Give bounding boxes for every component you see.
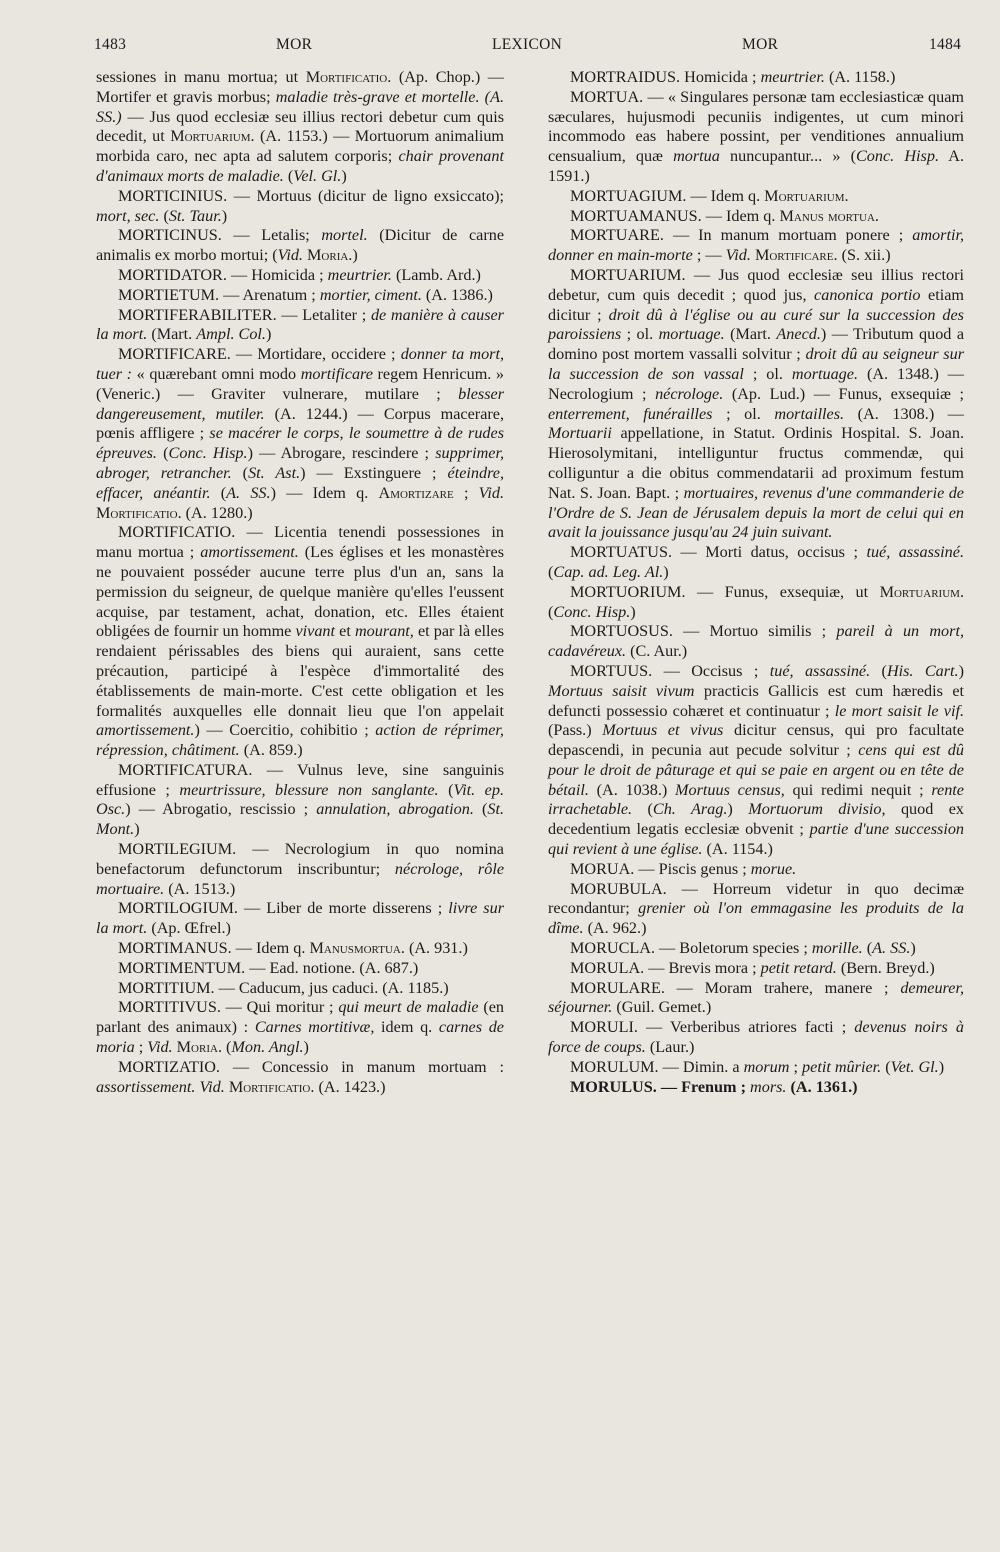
entry-text: droit dû au seigneur sur la succession de son vassal: [548, 345, 965, 383]
entry-text: dicitur census, qui pro facultate depascendi, in pecunia aut pecude solvitur ;: [548, 721, 964, 760]
entry-headword: MORULI.: [570, 1018, 638, 1037]
entry-headword: MORTUA.: [570, 87, 644, 106]
entry-headword: MORTIFICATURA.: [118, 760, 253, 779]
dictionary-entry: [96, 899, 504, 939]
entry-headword: MORTIDATOR.: [118, 265, 227, 284]
dictionary-entry: [96, 226, 504, 266]
entry-headword: MORTITIUM.: [118, 978, 215, 997]
dictionary-entry: [96, 1058, 504, 1098]
entry-text: vivant: [295, 622, 336, 641]
entry-text: mort, sec.: [96, 206, 160, 225]
entry-text: Manus mortua: [779, 206, 875, 225]
entry-text: — Verberibus atriores facti ;: [637, 1018, 855, 1037]
entry-text: (Bern. Breyd.): [836, 958, 935, 977]
entry-text: . (A. 1153.) — Mortuorum animalium morbida caro, nec apta ad salutem corporis;: [96, 127, 504, 166]
entry-text: Cap. ad. Leg. Al.: [553, 562, 664, 581]
entry-text: (: [438, 780, 454, 799]
entry-text: qui meurt de maladie: [338, 998, 479, 1017]
left-column: [96, 68, 504, 1097]
entry-text: St. Taur.: [168, 206, 222, 225]
entry-text: A. 1591.): [548, 147, 965, 185]
entry-text: Conc. Hisp.: [553, 602, 631, 621]
entry-text: — Letaliter ;: [276, 305, 371, 324]
entry-headword: MORTIFERABILITER.: [118, 305, 277, 324]
entry-text: practicis Gallicis est cum hæredis et defuncti possessio cohæret et continuatur ;: [548, 681, 964, 720]
entry-text: ): [663, 562, 669, 581]
entry-text: (Mart.: [147, 325, 197, 344]
entry-text: sessiones in manu mortua; ut: [96, 68, 306, 86]
entry-text: (A. 1244.) — Corpus macerare, pœnis affligere ;: [96, 404, 505, 443]
entry-text: — Moram trahere, manere ;: [664, 978, 901, 997]
entry-text: — Letalis;: [221, 226, 322, 245]
entry-text: ): [727, 800, 749, 819]
entry-headword: MORTICINIUS.: [118, 186, 228, 205]
entry-text: . (Ap. Chop.) — Mortifer et gravis morbus;: [96, 68, 504, 106]
entry-text: Moria: [307, 246, 349, 265]
entry-text: Mortuarium: [170, 127, 251, 146]
entry-text: Mortuus census,: [675, 780, 785, 799]
entry-text: chair provenant d'animaux morts de maladie.: [96, 147, 504, 185]
dictionary-entry: [548, 622, 964, 662]
center-running-head: LEXICON: [492, 36, 563, 53]
entry-text: Vid.: [478, 483, 504, 502]
entry-text: Vel. Gl.: [293, 166, 342, 185]
entry-text: grenier où l'on emmagasine les produits de la dîme.: [548, 899, 964, 938]
entry-text: Mortuorum divisio,: [748, 800, 886, 819]
dictionary-entry: [548, 1058, 964, 1078]
entry-text: Anecd.: [776, 325, 821, 344]
entry-text: de manière à causer la mort.: [96, 305, 504, 344]
entry-text: quod ex decedentium legatis ecclesiæ obvenit ;: [548, 800, 965, 839]
entry-headword: MORTUAMANUS.: [570, 206, 702, 225]
entry-text: — Mortuus (dicitur de ligno exsiccato);: [227, 186, 504, 205]
entry-text: appellatione, in Statut. Ordinis Hospital. S. Joan. Hierosolymitani, intelliguntur fructus commendæ, qui colliguntur a die obitus commendatarii ad proximum festum Nat. S. Joan. Bapt. ;: [548, 424, 964, 502]
entry-text: ; ol.: [712, 404, 775, 423]
entry-headword: MORTIETUM.: [118, 285, 220, 304]
dictionary-entry: [548, 187, 964, 207]
entry-text: . (S. xii.): [833, 246, 891, 265]
dictionary-entry: [96, 523, 504, 761]
entry-text: rente irrachetable.: [548, 780, 964, 819]
entry-headword: MORTIZATIO.: [118, 1057, 220, 1076]
entry-text: ) — Abrogare, rescindere ;: [247, 444, 436, 463]
entry-headword: MORUBULA.: [570, 879, 667, 898]
entry-text: (: [862, 939, 873, 958]
entry-text: ): [221, 206, 228, 225]
entry-text: .: [844, 186, 849, 205]
entry-text: ;: [134, 1038, 148, 1057]
dictionary-entry: [96, 266, 504, 286]
entry-text: — Frenum ;: [656, 1077, 751, 1096]
entry-text: (: [881, 1057, 891, 1076]
entry-headword: MORTIFICARE.: [118, 345, 231, 364]
entry-headword: MORUCLA.: [570, 939, 655, 958]
entry-text: .: [874, 206, 879, 225]
entry-text: (en parlant des animaux) :: [96, 998, 504, 1037]
entry-headword: MORUA.: [570, 859, 635, 878]
entry-text: pareil à un mort, cadavéreux.: [548, 622, 964, 661]
entry-text: (A. 962.): [583, 919, 647, 938]
dictionary-entry: [96, 345, 504, 523]
entry-text: mortier, ciment.: [319, 285, 422, 304]
entry-text: demeurer, séjourner.: [548, 978, 964, 1017]
entry-text: Conc. Hisp.: [168, 444, 248, 463]
entry-text: mortua: [673, 147, 720, 166]
entry-headword: MORTIMENTUM.: [118, 958, 246, 977]
entry-text: mortailles.: [774, 404, 845, 423]
entry-headword: MORTRAIDUS.: [570, 68, 681, 86]
entry-text: (A. 1513.): [164, 879, 236, 898]
entry-text: — Ead. notione. (A. 687.): [245, 958, 419, 977]
entry-text: annulation, abrogation.: [316, 800, 474, 819]
entry-text: (C. Aur.): [626, 642, 688, 661]
dictionary-entry: [548, 1078, 964, 1098]
entry-text: .): [348, 246, 358, 265]
entry-text: — Jus quod ecclesiæ seu illius rectori debetur, cum quis decedit ; quod jus,: [548, 265, 964, 304]
entry-text: — Homicida ;: [226, 265, 328, 284]
entry-text: assortissement.: [96, 1077, 196, 1096]
entry-text: (Les églises et les monastères ne pouvaient posséder aucune terre plus d'un an, sans la permission du seigneur, de quelque manière qu'elles l'eussent acquise, par testament, achat, donation, etc. Elles étaient obligées de fournir un homme: [96, 543, 504, 641]
entry-text: morum: [743, 1057, 790, 1076]
entry-text: ): [938, 1057, 945, 1076]
dictionary-entry: [548, 880, 964, 939]
entry-text: — Piscis genus ;: [634, 859, 751, 878]
entry-text: (A. 1361.): [786, 1077, 858, 1096]
entry-text: ): [303, 1038, 309, 1057]
entry-text: — Licentia tenendi possessiones in manu mortua ;: [96, 523, 504, 562]
dictionary-entry: [548, 662, 964, 860]
entry-text: (A. 1308.) —: [844, 404, 964, 423]
entry-text: — Horreum videtur in quo decimæ recondantur;: [548, 879, 964, 918]
entry-text: ) — Idem q.: [270, 483, 379, 502]
entry-text: nécrologe, rôle mortuaire.: [96, 859, 505, 898]
entry-text: . (A. 1280.): [177, 503, 253, 522]
entry-text: meurtrissure, blessure non sanglante.: [179, 780, 439, 799]
dictionary-entry: [96, 187, 504, 227]
entry-text: ): [341, 166, 347, 185]
dictionary-entry: [548, 266, 964, 543]
entry-text: devenus noirs à force de coups.: [548, 1018, 965, 1057]
entry-text: (Mart.: [724, 325, 777, 344]
entry-text: (: [283, 166, 294, 185]
entry-headword: MORULUM.: [570, 1057, 659, 1076]
entry-text: mortificare: [300, 364, 373, 383]
entry-text: — Concessio in manum mortuam :: [219, 1057, 504, 1076]
entry-text: . (A. 931.): [400, 939, 468, 958]
entry-headword: MORULA.: [570, 958, 645, 977]
entry-headword: MORTUUS.: [570, 661, 653, 680]
dictionary-entry: [548, 959, 964, 979]
entry-text: mortuage.: [791, 364, 858, 383]
entry-text: — Necrologium in quo nomina benefactorum defunctorum inscribuntur;: [96, 840, 504, 878]
entry-text: mortuaires, revenus d'une commanderie de l'Ordre de S. Jean de Jérusalem depuis la mort de celui qui en avait la jouissance jusqu'au 24 juin suivant.: [548, 483, 964, 542]
entry-text: ): [910, 939, 916, 958]
entry-text: . (: [548, 582, 964, 621]
entry-text: blesser dangereusement, mutiler.: [96, 384, 504, 423]
entry-headword: MORTUAGIUM.: [570, 186, 687, 205]
entry-text: action de réprimer, répression, châtiment.: [96, 721, 504, 760]
entry-text: Mon. Angl.: [231, 1038, 304, 1057]
entry-text: (Lamb. Ard.): [391, 265, 481, 284]
dictionary-entry: [548, 1018, 964, 1058]
entry-text: ;: [789, 1057, 803, 1076]
entry-headword: MORTUOSUS.: [570, 622, 673, 641]
entry-text: qui redimi nequit ;: [784, 780, 932, 799]
dictionary-entry: [548, 979, 964, 1019]
entry-text: cens qui est dû pour le droit de pâturage et qui se paie en argent ou en tête de bétail.: [548, 741, 964, 799]
entry-text: carnes de moria: [96, 1018, 504, 1057]
entry-text: idem q.: [374, 1018, 439, 1037]
entry-text: (: [473, 800, 488, 819]
entry-text: (Dicitur de carne animalis ex morbo mortui; (: [96, 226, 505, 265]
entry-text: — Idem q.: [686, 186, 765, 205]
entry-text: Ch. Arag.: [652, 800, 728, 819]
entry-text: Mortuarii: [548, 424, 612, 443]
entry-text: mortel.: [321, 226, 368, 245]
entry-text: tué, assassiné.: [769, 661, 871, 680]
dictionary-entry: [96, 998, 504, 1057]
entry-text: Mortuus et vivus: [602, 721, 724, 740]
entry-headword: MORULUS.: [570, 1077, 657, 1096]
entry-text: droit dû à l'église ou au curé sur la succession des paroissiens: [548, 305, 964, 344]
entry-text: — Qui moritur ;: [220, 998, 339, 1017]
entry-text: — Funus, exsequiæ, ut: [685, 582, 880, 601]
entry-text: (Ap. Œfrel.): [147, 919, 231, 938]
entry-text: — Mortidare, occidere ;: [230, 345, 401, 364]
entry-text: Vid.: [277, 246, 303, 265]
entry-text: — Liber de morte disserens ;: [237, 899, 449, 918]
entry-text: Vit. ep. Osc.: [96, 780, 504, 819]
entry-text: etiam dicitur ;: [548, 285, 964, 324]
entry-headword: MORTUORIUM.: [570, 582, 686, 601]
entry-text: regem Henricum. » (Veneric.) — Graviter vulnerare, mutilare ;: [96, 364, 505, 403]
entry-headword: MORTITIVUS.: [118, 998, 221, 1017]
entry-text: — Boletorum species ;: [655, 939, 812, 958]
entry-text: Vid.: [725, 246, 751, 265]
entry-text: mourant,: [354, 622, 414, 641]
entry-text: (A. 1348.) — Necrologium ;: [548, 364, 964, 403]
entry-text: — Mortuo similis ;: [672, 622, 837, 641]
entry-text: Carnes mortitivæ,: [254, 1018, 375, 1037]
entry-text: (A. 1154.): [702, 840, 773, 859]
entry-text: éteindre, effacer, anéantir.: [96, 463, 504, 502]
entry-text: donner ta mort, tuer :: [96, 345, 505, 383]
dictionary-entry: [96, 959, 504, 979]
right-running-head: MOR: [742, 36, 779, 53]
entry-text: et: [335, 622, 355, 641]
entry-text: His. Cart.: [886, 661, 959, 680]
entry-text: Amortizare: [378, 483, 454, 502]
entry-text: — Morti datus, occisus ;: [672, 543, 867, 562]
dictionary-entry: [548, 68, 964, 88]
entry-text: — Jus quod ecclesiæ seu illius rectori debetur cum quis decedit, ut: [96, 107, 504, 146]
entry-headword: MORTUATUS.: [570, 543, 673, 562]
entry-text: Mortuarium: [879, 582, 960, 601]
entry-text: amortissement.: [200, 543, 299, 562]
entry-text: Mortificare: [754, 246, 834, 265]
dictionary-entry: [96, 286, 504, 306]
entry-headword: MORTICINUS.: [118, 226, 222, 245]
dictionary-entry: [548, 543, 964, 583]
entry-text: ) — Exstinguere ;: [300, 463, 448, 482]
entry-text: (: [632, 800, 653, 819]
entry-text: ; —: [692, 246, 726, 265]
entry-text: maladie très-grave et mortelle. (A. SS.): [96, 87, 504, 126]
entry-text: ) — Tributum quod a domino post mortem vassalli solvitur ;: [548, 325, 965, 364]
entry-text: (A. 859.): [239, 741, 303, 760]
entry-text: ;: [453, 483, 479, 502]
entry-text: meurtrier.: [760, 68, 825, 86]
entry-text: meurtrier.: [327, 265, 392, 284]
entry-text: — Brevis mora ;: [644, 958, 761, 977]
entry-text: amortir, donner en main-morte: [548, 226, 964, 265]
entry-text: — Caducum, jus caduci. (A. 1185.): [214, 978, 449, 997]
dictionary-entry: [96, 979, 504, 999]
entry-text: (A. 1038.): [588, 780, 676, 799]
entry-headword: MORTILEGIUM.: [118, 840, 237, 859]
entry-text: Vet. Gl.: [890, 1057, 939, 1076]
entry-text: Mortificatio: [228, 1077, 311, 1096]
dictionary-entry: [548, 939, 964, 959]
entry-headword: MORTUARIUM.: [570, 265, 686, 284]
entry-text: Ampl. Col.: [196, 325, 266, 344]
dictionary-entry: [96, 68, 504, 187]
right-page-number: 1484: [929, 36, 962, 53]
entry-text: Conc. Hisp.: [855, 147, 939, 166]
entry-text: — In manum mortuam ponere ;: [663, 226, 913, 245]
entry-text: Mortificatio: [305, 68, 388, 86]
entry-text: . (A. 1423.): [310, 1077, 386, 1096]
entry-text: (Ap. Lud.) — Funus, exsequiæ ;: [723, 384, 964, 403]
entry-text: A. SS.: [872, 939, 911, 958]
entry-text: morille.: [811, 939, 863, 958]
entry-text: Vid.: [147, 1038, 173, 1057]
right-column: [548, 68, 964, 1097]
entry-text: « quærebant omni modo: [132, 364, 301, 383]
dictionary-entry: [96, 840, 504, 899]
entry-text: enterrement, funérailles: [548, 404, 713, 423]
entry-text: A. SS.: [226, 483, 271, 502]
entry-text: (: [210, 483, 227, 502]
entry-text: (: [159, 206, 169, 225]
entry-text: petit retard.: [760, 958, 837, 977]
left-running-head: MOR: [276, 36, 313, 53]
entry-text: (: [156, 444, 169, 463]
entry-text: partie d'une succession qui revient à une église.: [548, 820, 965, 859]
dictionary-entry: [548, 88, 964, 187]
entry-text: (Pass.): [548, 721, 603, 740]
entry-text: petit mûrier.: [802, 1057, 882, 1076]
left-page-number: 1483: [94, 36, 127, 53]
entry-text: ): [134, 820, 140, 839]
entry-text: (: [231, 463, 249, 482]
entry-text: — « Singulares personæ tam ecclesiasticæ quam sæculares, hujusmodi pecuniis indigentes, ut cum minori incommodo eas habere possint, per venditiones annualium censualium, quæ: [548, 87, 964, 166]
entry-text: tué, assassiné.: [866, 543, 965, 562]
entry-text: ): [958, 661, 964, 680]
entry-text: canonica portio: [814, 285, 921, 304]
dictionary-entry: [96, 939, 504, 959]
entry-text: supprimer, abroger, retrancher.: [96, 444, 505, 482]
entry-text: mortuage.: [658, 325, 725, 344]
entry-text: se macérer le corps, le soumettre à de rudes épreuves.: [96, 424, 504, 463]
entry-text: St. Mont.: [96, 800, 504, 839]
entry-text: — Idem q.: [701, 206, 780, 225]
entry-text: (Guil. Gemet.): [612, 998, 712, 1017]
entry-text: St. Ast.: [248, 463, 301, 482]
entry-text: Mortificatio: [96, 503, 178, 522]
entry-text: (Laur.): [645, 1038, 695, 1057]
entry-text: amortissement.: [96, 721, 195, 740]
entry-text: Mortuus saisit vivum: [548, 681, 695, 700]
entry-text: nuncupantur... » (: [719, 147, 856, 166]
entry-headword: MORTIFICATIO.: [118, 523, 236, 542]
entry-text: mors.: [750, 1077, 787, 1096]
entry-text: (: [548, 562, 554, 581]
entry-text: et par là elles rendaient périssables des biens qui auraient, sans cette précaution, participé à l'espèce d'immortalité des établissements de main-morte. C'est cette obligation et les formalités auxquelles elle donnait lieu que l'on appelait: [96, 622, 504, 720]
entry-text: Homicida ;: [680, 68, 761, 86]
entry-text: — Idem q.: [231, 939, 310, 958]
entry-text: Mortuarium: [764, 186, 845, 205]
entry-text: ; ol.: [743, 364, 792, 383]
entry-text: (A. 1386.): [421, 285, 493, 304]
entry-text: nécrologe.: [655, 384, 724, 403]
entry-text: . (: [217, 1038, 232, 1057]
entry-text: ): [265, 325, 272, 344]
dictionary-entry: [96, 306, 504, 346]
entry-text: livre sur la mort.: [96, 899, 504, 938]
dictionary-entry: [96, 761, 504, 840]
entry-text: — Arenatum ;: [219, 285, 320, 304]
entry-headword: MORTIMANUS.: [118, 939, 232, 958]
entry-text: ) — Coercitio, cohibitio ;: [194, 721, 376, 740]
dictionary-entry: [548, 207, 964, 227]
entry-text: ): [630, 602, 636, 621]
entry-text: ; ol.: [621, 325, 659, 344]
entry-text: ) — Abrogatio, rescissio ;: [125, 800, 317, 819]
entry-headword: MORTUARE.: [570, 226, 664, 245]
dictionary-entry: [548, 226, 964, 266]
entry-text: Moria: [176, 1038, 218, 1057]
entry-headword: MORTILOGIUM.: [118, 899, 238, 918]
entry-text: Vid.: [199, 1077, 225, 1096]
entry-text: (: [870, 661, 887, 680]
entry-text: (A. 1158.): [824, 68, 896, 86]
entry-text: — Occisus ;: [652, 661, 770, 680]
entry-headword: MORULARE.: [570, 978, 665, 997]
dictionary-entry: [548, 583, 964, 623]
entry-text: le mort saisit le vif.: [834, 701, 964, 720]
entry-text: Manusmortua: [309, 939, 401, 958]
dictionary-entry: [548, 860, 964, 880]
entry-text: morue.: [750, 859, 797, 878]
entry-text: — Dimin. a: [658, 1057, 744, 1076]
entry-text: — Vulnus leve, sine sanguinis effusione ;: [96, 760, 504, 799]
